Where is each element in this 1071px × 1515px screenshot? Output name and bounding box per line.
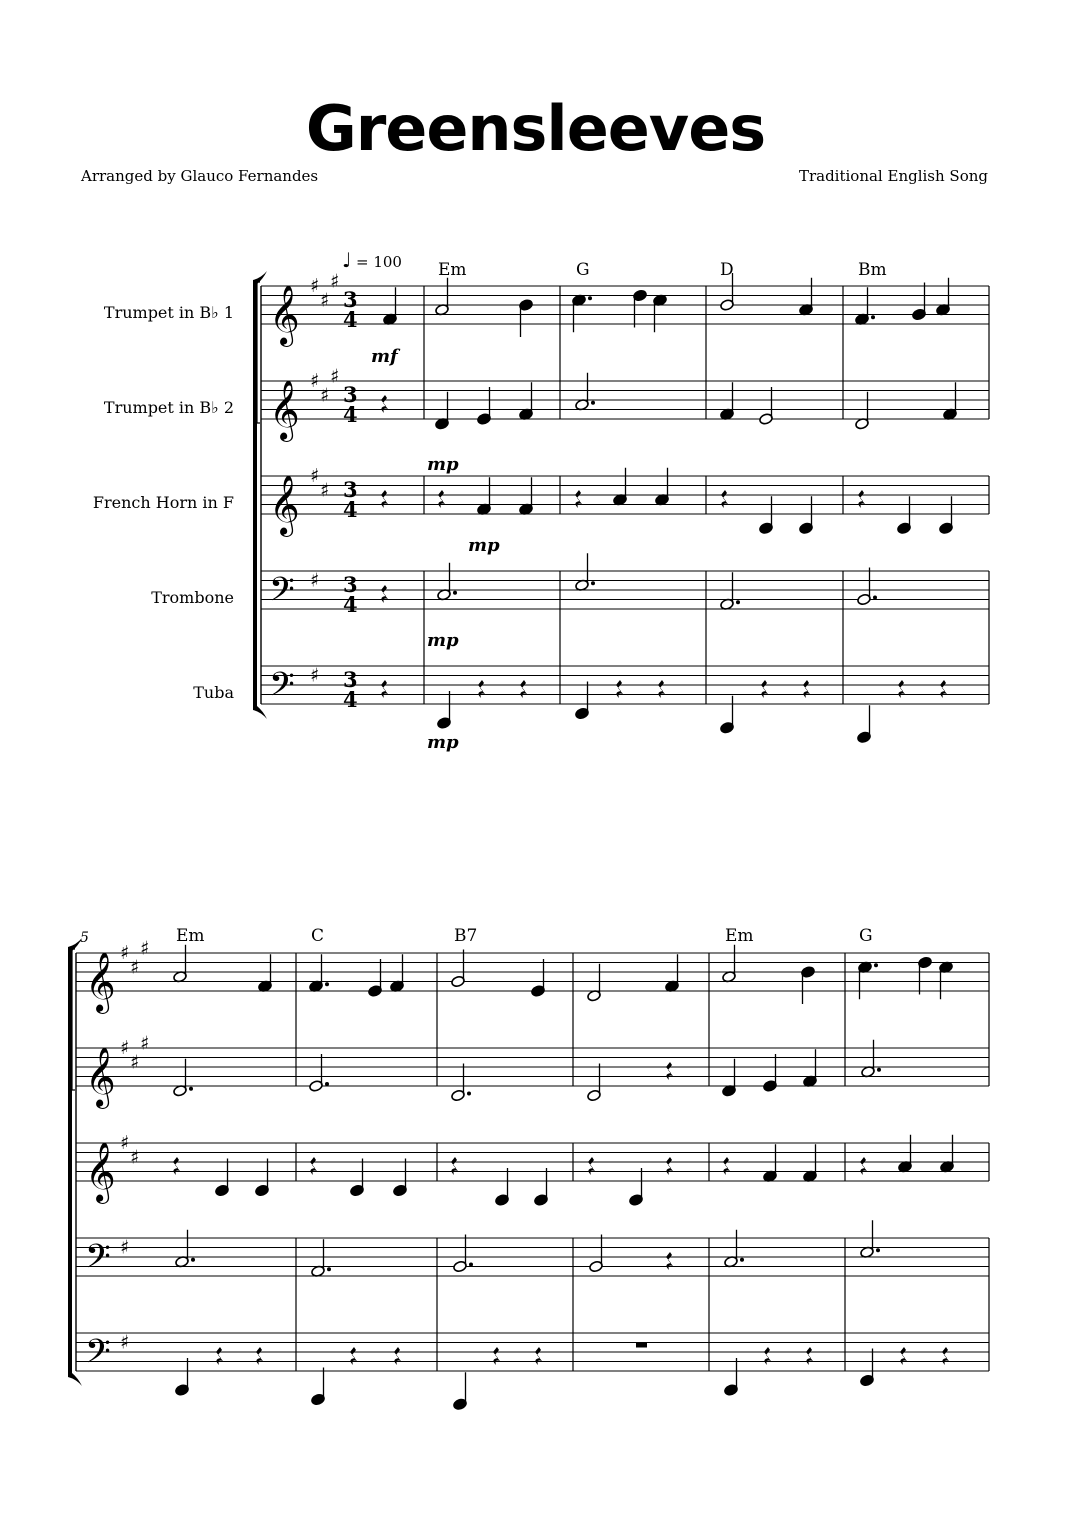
whole-rest-icon: [636, 1343, 647, 1348]
time-signature-denominator: 4: [343, 402, 358, 427]
sharp-icon: ♯: [140, 1032, 150, 1055]
augmentation-dot: [588, 296, 592, 300]
dynamic-marking: mp: [427, 732, 459, 753]
sharp-icon: ♯: [120, 1037, 130, 1059]
key-signatures: [120, 270, 339, 1353]
augmentation-dot: [325, 1082, 329, 1086]
tempo-note-icon: ♩: [342, 248, 352, 272]
instrument-name: Trumpet in B♭ 1: [103, 303, 234, 322]
augmentation-dot: [874, 963, 878, 967]
treble-clef-icon: 𝄞: [269, 285, 300, 345]
chord-symbol: D: [720, 260, 734, 280]
time-signature-denominator: 4: [343, 687, 358, 712]
sharp-icon: ♯: [310, 664, 320, 687]
sharp-icon: ♯: [310, 569, 320, 592]
instrument-name: Trumpet in B♭ 2: [103, 398, 234, 417]
chord-symbol: G: [576, 260, 590, 280]
sharp-icon: ♯: [130, 1146, 140, 1169]
time-signature-denominator: 4: [343, 592, 358, 617]
treble-clef-icon: 𝄞: [269, 380, 300, 440]
instrument-name: Tuba: [193, 683, 234, 702]
piece-title: Greensleeves: [305, 92, 766, 165]
sharp-icon: ♯: [320, 479, 330, 502]
arranger-credit: Arranged by Glauco Fernandes: [81, 167, 319, 185]
augmentation-dot: [873, 596, 877, 600]
instrument-name: Trombone: [151, 588, 234, 607]
sharp-icon: ♯: [130, 1051, 140, 1074]
sharp-icon: ♯: [320, 384, 330, 407]
sharp-icon: ♯: [120, 1331, 130, 1354]
sharp-icon: ♯: [130, 956, 140, 979]
time-signature-numerator: 3: [343, 287, 358, 312]
sharp-icon: ♯: [140, 937, 150, 960]
treble-clef-icon: 𝄞: [85, 1142, 116, 1202]
sharp-icon: ♯: [330, 270, 340, 293]
staff-lines: [76, 286, 989, 1371]
augmentation-dot: [871, 315, 875, 319]
chord-symbol: Bm: [858, 260, 887, 280]
augmentation-dot: [191, 1258, 195, 1262]
time-signature-denominator: 4: [343, 307, 358, 332]
measure-number: 5: [80, 930, 89, 946]
sharp-icon: ♯: [310, 465, 320, 487]
augmentation-dot: [467, 1092, 471, 1096]
treble-clef-icon: 𝄞: [85, 1047, 116, 1107]
sharp-icon: ♯: [120, 942, 130, 964]
time-signature-numerator: 3: [343, 477, 358, 502]
system-brackets: [68, 271, 267, 1386]
sharp-icon: ♯: [120, 1132, 130, 1154]
time-signature: [343, 287, 358, 712]
instrument-name: French Horn in F: [92, 493, 234, 512]
barlines: [76, 286, 989, 1371]
composer-credit: Traditional English Song: [798, 167, 988, 185]
bass-clef-icon: 𝄢: [269, 666, 295, 712]
sharp-icon: ♯: [120, 1236, 130, 1259]
tempo-marking: = 100: [356, 253, 402, 271]
bass-clef-icon: 𝄢: [85, 1238, 111, 1284]
time-signature-denominator: 4: [343, 497, 358, 522]
chord-symbol: Em: [176, 926, 205, 946]
trumpet-bracket: [257, 282, 260, 423]
augmentation-dot: [453, 591, 457, 595]
augmentation-dot: [736, 600, 740, 604]
chord-symbol: G: [859, 926, 873, 946]
sharp-icon: ♯: [310, 370, 320, 392]
bass-clef-icon: 𝄢: [269, 571, 295, 617]
time-signature-numerator: 3: [343, 382, 358, 407]
augmentation-dot: [591, 581, 595, 585]
chord-symbol: Em: [725, 926, 754, 946]
dynamic-marking: mp: [468, 535, 500, 556]
dynamic-marking: mf: [371, 346, 398, 367]
augmentation-dot: [325, 982, 329, 986]
chord-symbol: Em: [438, 260, 467, 280]
chord-symbol: B7: [454, 926, 478, 946]
sharp-icon: ♯: [310, 275, 320, 297]
bass-clef-icon: 𝄢: [85, 1333, 111, 1379]
bracket-hook: [253, 706, 267, 719]
notes: [173, 273, 958, 1411]
augmentation-dot: [591, 401, 595, 405]
treble-clef-icon: 𝄞: [85, 952, 116, 1012]
augmentation-dot: [327, 1267, 331, 1271]
sharp-icon: ♯: [320, 289, 330, 312]
augmentation-dot: [740, 1258, 744, 1262]
chord-symbol: C: [311, 926, 325, 946]
time-signature-numerator: 3: [343, 667, 358, 692]
augmentation-dot: [877, 1068, 881, 1072]
augmentation-dot: [876, 1248, 880, 1252]
bracket-hook: [68, 1373, 82, 1386]
augmentation-dot: [469, 1263, 473, 1267]
dynamic-marking: mp: [427, 630, 459, 651]
clefs: [85, 285, 300, 1379]
augmentation-dot: [189, 1087, 193, 1091]
dynamic-marking: mp: [427, 454, 459, 475]
sharp-icon: ♯: [330, 365, 340, 388]
treble-clef-icon: 𝄞: [269, 475, 300, 535]
trumpet-bracket: [72, 949, 75, 1090]
score-text: [80, 248, 887, 946]
time-signature-numerator: 3: [343, 572, 358, 597]
